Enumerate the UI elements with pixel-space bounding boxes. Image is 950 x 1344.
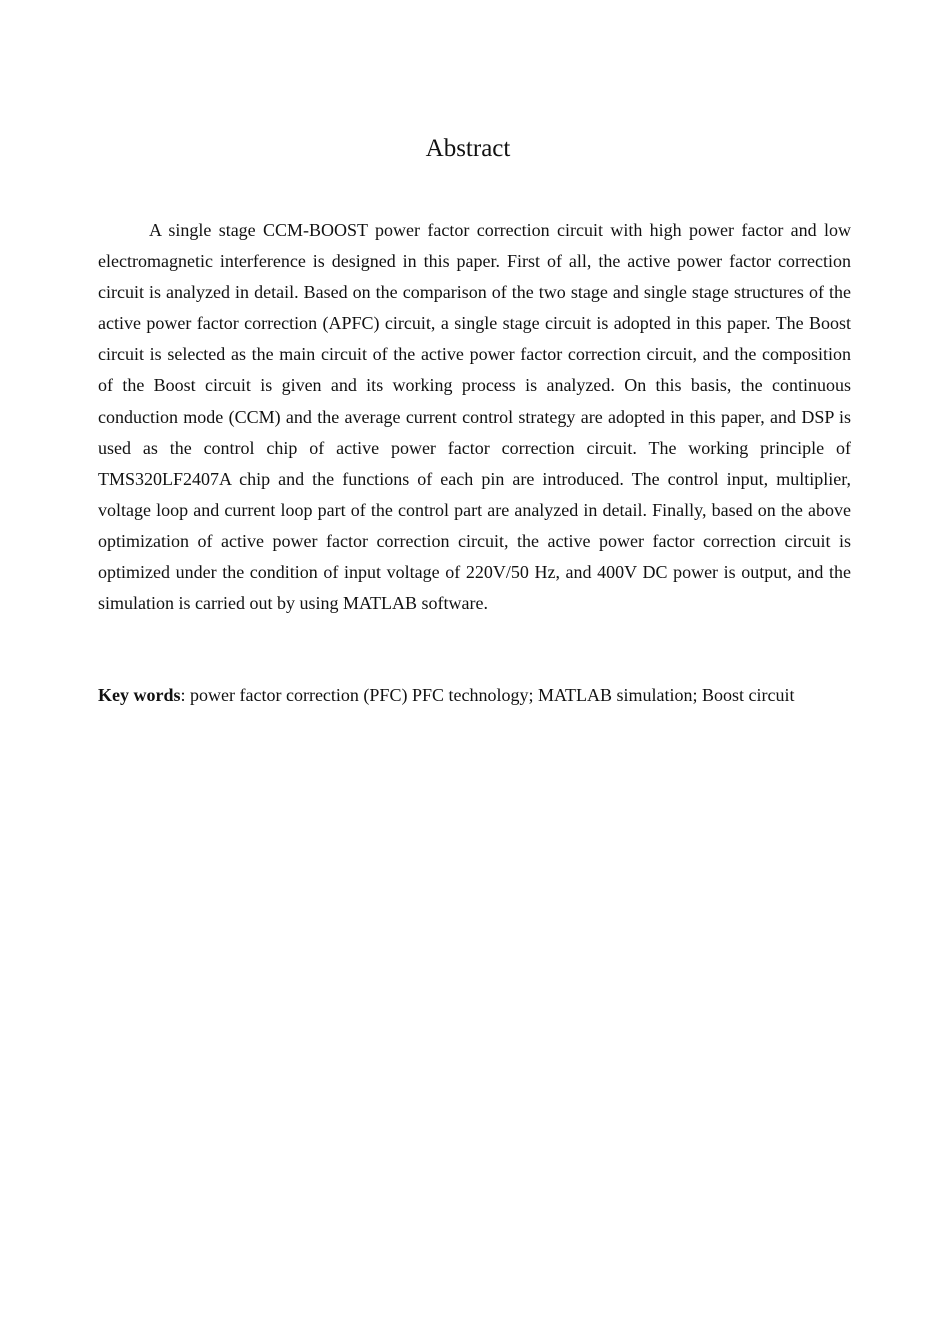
keywords-separator: : — [180, 685, 186, 705]
keywords-line — [98, 680, 858, 711]
abstract-title: Abstract — [425, 135, 511, 162]
keywords-text: power factor correction (PFC) PFC technology; MATLAB simulation; Boost circuit — [185, 685, 795, 705]
keywords-label: Key words — [98, 685, 181, 705]
abstract-paragraph: A single stage CCM-BOOST power factor correction circuit with high power factor and low electromagnetic interference is designed in this paper. First of all, the active power factor correction circuit is analyzed in detail. Based on the comparison of the two stage and single stage structures of the active power factor correction (APFC) circuit, a single stage circuit is adopted in this paper. The Boost circuit is selected as the main circuit of the active power factor correction circuit, and the composition of the Boost circuit is given and its working process is analyzed. On this basis, the continuous conduction mode (CCM) and the average current control strategy are adopted in this paper, and DSP is used as the control chip of active power factor correction circuit. The working principle of TMS320LF2407A chip and the functions of each pin are introduced. The control input, multiplier, voltage loop and current loop part of the control part are analyzed in detail. Finally, based on the above optimization of active power factor correction circuit, the active power factor correction circuit is optimized under the condition of input voltage of 220V/50 Hz, and 400V DC power is output, and the simulation is carried out by using MATLAB software. — [98, 220, 851, 614]
